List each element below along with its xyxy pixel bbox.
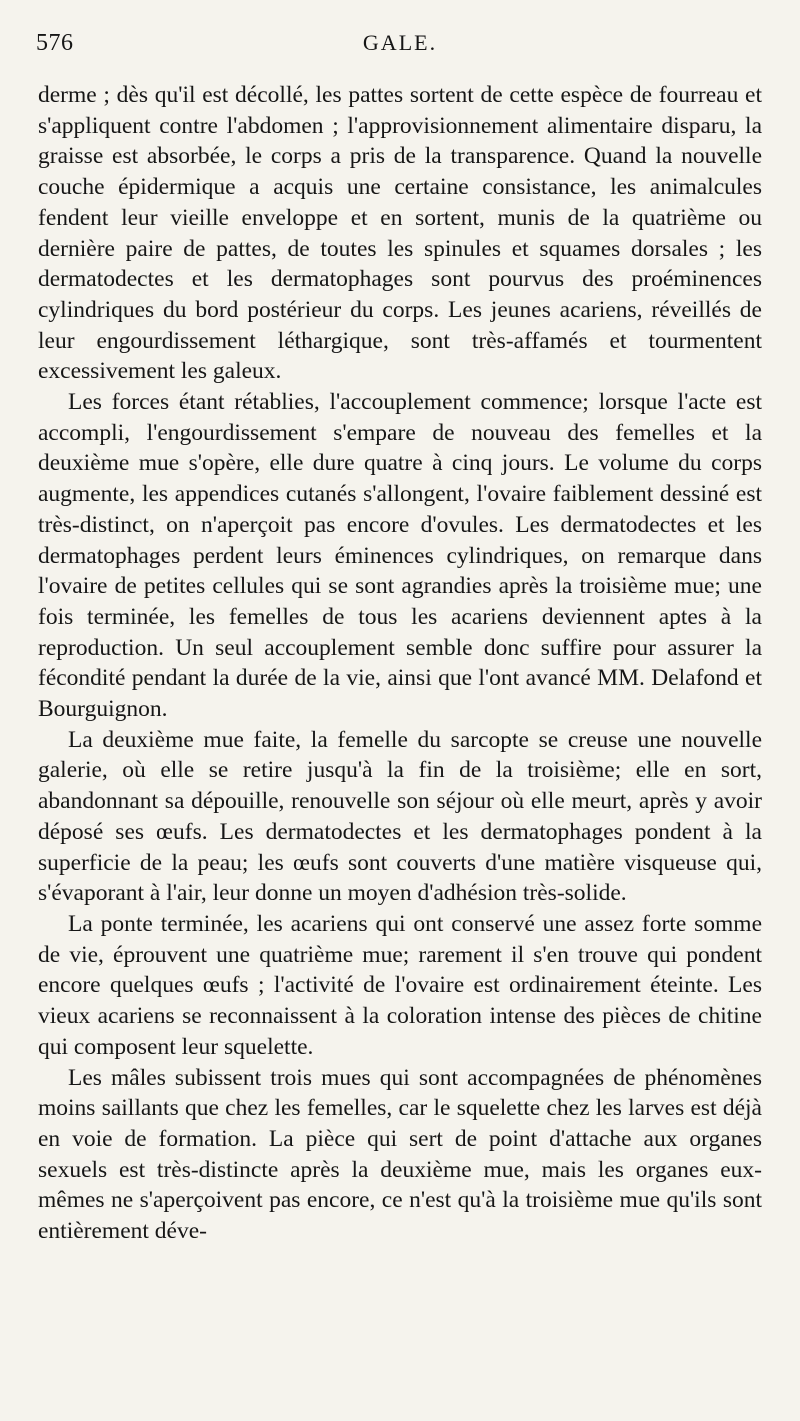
- paragraph: Les mâles subissent trois mues qui sont accompagnées de phénomènes moins saillants que chez les femelles, car le squelette chez les larves est déjà en voie de formation. La pièce qui sert de point d'attache aux organes sexuels est très-distincte après la deuxième mue, mais les organes eux-mêmes ne s'aperçoivent pas encore, ce n'est qu'à la troisième mue qu'ils sont entièrement déve-: [38, 1064, 762, 1245]
- paragraph-continued: derme ; dès qu'il est décollé, les pattes sortent de cette espèce de fourreau et s'appliquent contre l'abdomen ; l'approvisionnement alimentaire disparu, la graisse est absorbée, le corps a pris de la transparence. Quand la nouvelle couche épidermique a acquis une certaine consistance, les animalcules fendent leur vieille enveloppe et en sortent, munis de la quatrième ou dernière paire de pattes, de toutes les spinules et squames dorsales ; les dermatodectes et les dermatophages sont pourvus des proéminences cylindriques du bord postérieur du corps. Les jeunes acariens, réveillés de leur engourdissement léthargique, sont très-affamés et tourmentent excessivement les galeux.: [38, 82, 762, 385]
- paragraph: La ponte terminée, les acariens qui ont conservé une assez forte somme de vie, éprouvent une quatrième mue; rarement il s'en trouve qui pondent encore quelques œufs ; l'activité de l'ovaire est ordinairement éteinte. Les vieux acariens se reconnaissent à la coloration intense des pièces de chitine qui composent leur squelette.: [38, 910, 762, 1060]
- page-header: [36, 30, 764, 64]
- paragraph: La deuxième mue faite, la femelle du sarcopte se creuse une nouvelle galerie, où elle se retire jusqu'à la fin de la troisième; elle en sort, abandonnant sa dépouille, renouvelle son séjour où elle meurt, après y avoir déposé ses œufs. Les dermatodectes et les dermatophages pondent à la superficie de la peau; les œufs sont couverts d'une matière visqueuse qui, s'évaporant à l'air, leur donne un moyen d'adhésion très-solide.: [38, 726, 762, 907]
- paragraph: Les forces étant rétablies, l'accouplement commence; lorsque l'acte est accompli, l'engourdissement s'empare de nouveau des femelles et la deuxième mue s'opère, elle dure quatre à cinq jours. Le volume du corps augmente, les appendices cutanés s'allongent, l'ovaire faiblement dessiné est très-distinct, on n'aperçoit pas encore d'ovules. Les dermatodectes et les dermatophages perdent leurs éminences cylindriques, on remarque dans l'ovaire de petites cellules qui se sont agrandies après la troisième mue; une fois terminée, les femelles de tous les acariens deviennent aptes à la reproduction. Un seul accouplement semble donc suffire pour assurer la fécondité pendant la durée de la vie, ainsi que l'ont avancé MM. Delafond et Bourguignon.: [38, 389, 762, 723]
- body-text: [38, 80, 762, 1247]
- page-number: 576: [36, 30, 74, 56]
- running-head: GALE.: [362, 30, 438, 55]
